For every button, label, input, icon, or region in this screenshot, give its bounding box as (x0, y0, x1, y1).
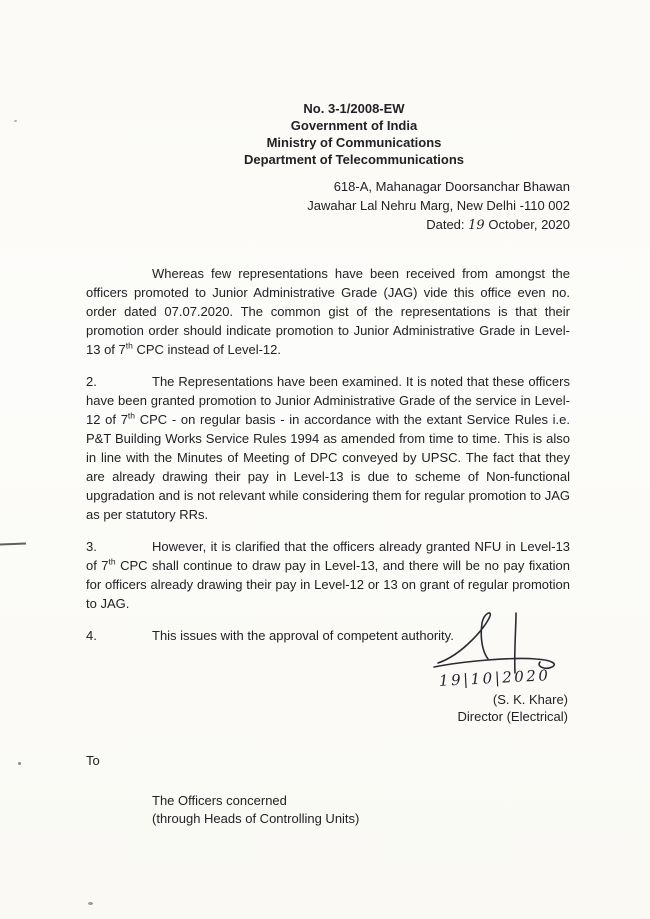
paragraph-4-text: This issues with the approval of competent authority. (152, 628, 454, 643)
paragraph-4-number: 4. (86, 628, 97, 643)
org-line-2: Ministry of Communications (266, 135, 442, 150)
date-line (86, 215, 570, 235)
signatory-title: Director (Electrical) (457, 709, 568, 724)
address-line-1: 618-A, Mahanagar Doorsanchar Bhawan (333, 179, 570, 194)
recipient-line-2: (through Heads of Controlling Units) (152, 811, 360, 826)
paragraph-3-number: 3. (86, 539, 97, 554)
letterhead (112, 100, 596, 168)
paragraph-2 (86, 372, 570, 524)
address-line-2: Jawahar Lal Nehru Marg, New Delhi -110 002 (307, 198, 570, 213)
paragraph-1-text: Whereas few representations have been received from amongst the officers promoted to Junior Administrative Grade (JAG) vide this office even no. order dated 07.07.2020. The common gist of the representations is that their promotion order should indicate promotion to Junior Administrative Grade in Level-13 of 7th CPC instead of Level-12. (86, 266, 570, 357)
date-label: Dated: (426, 217, 465, 232)
org-line-3: Department of Telecommunications (243, 152, 465, 167)
paragraph-3 (86, 537, 570, 613)
recipient-line-1: The Officers concerned (152, 793, 287, 808)
to-label: To (86, 753, 100, 768)
scan-artifact-speck (88, 902, 93, 905)
scan-artifact-speck (18, 762, 21, 765)
signature-icon (428, 611, 560, 675)
org-line-1: Government of India (290, 118, 418, 133)
paragraph-2-number: 2. (86, 374, 97, 389)
handwritten-date: 19|10|2020 (438, 666, 551, 690)
reference-number: No. 3-1/2008-EW (303, 101, 405, 116)
handwritten-day: 19 (468, 218, 485, 233)
signatory-name: (S. K. Khare) (492, 692, 568, 707)
scan-artifact-speck (14, 120, 17, 122)
address-block (86, 177, 570, 235)
paragraph-1 (86, 264, 570, 359)
date-rest: October, 2020 (488, 217, 570, 232)
paragraph-2-text: The Representations have been examined. It is noted that these officers have been granted promotion to Junior Administrative Grade of the service in Level-12 of 7th CPC - on regular basis - in accordance with the extant Service Rules i.e. P&T Building Works Service Rules 1994 as amended from time to time. This is also in line with the Minutes of Meeting of DPC conveyed by UPSC. The fact that they are already drawing their pay in Level-13 is due to scheme of Non-functional upgradation and is not relevant while considering them for regular promotion to JAG as per statutory RRs. (86, 374, 570, 522)
recipient-block (152, 792, 570, 828)
paragraph-3-text: However, it is clarified that the officers already granted NFU in Level-13 of 7th CPC shall continue to draw pay in Level-13, and there will be no pay fixation for officers already drawing their pay in Level-12 or 13 on grant of regular promotion to JAG. (86, 539, 571, 611)
